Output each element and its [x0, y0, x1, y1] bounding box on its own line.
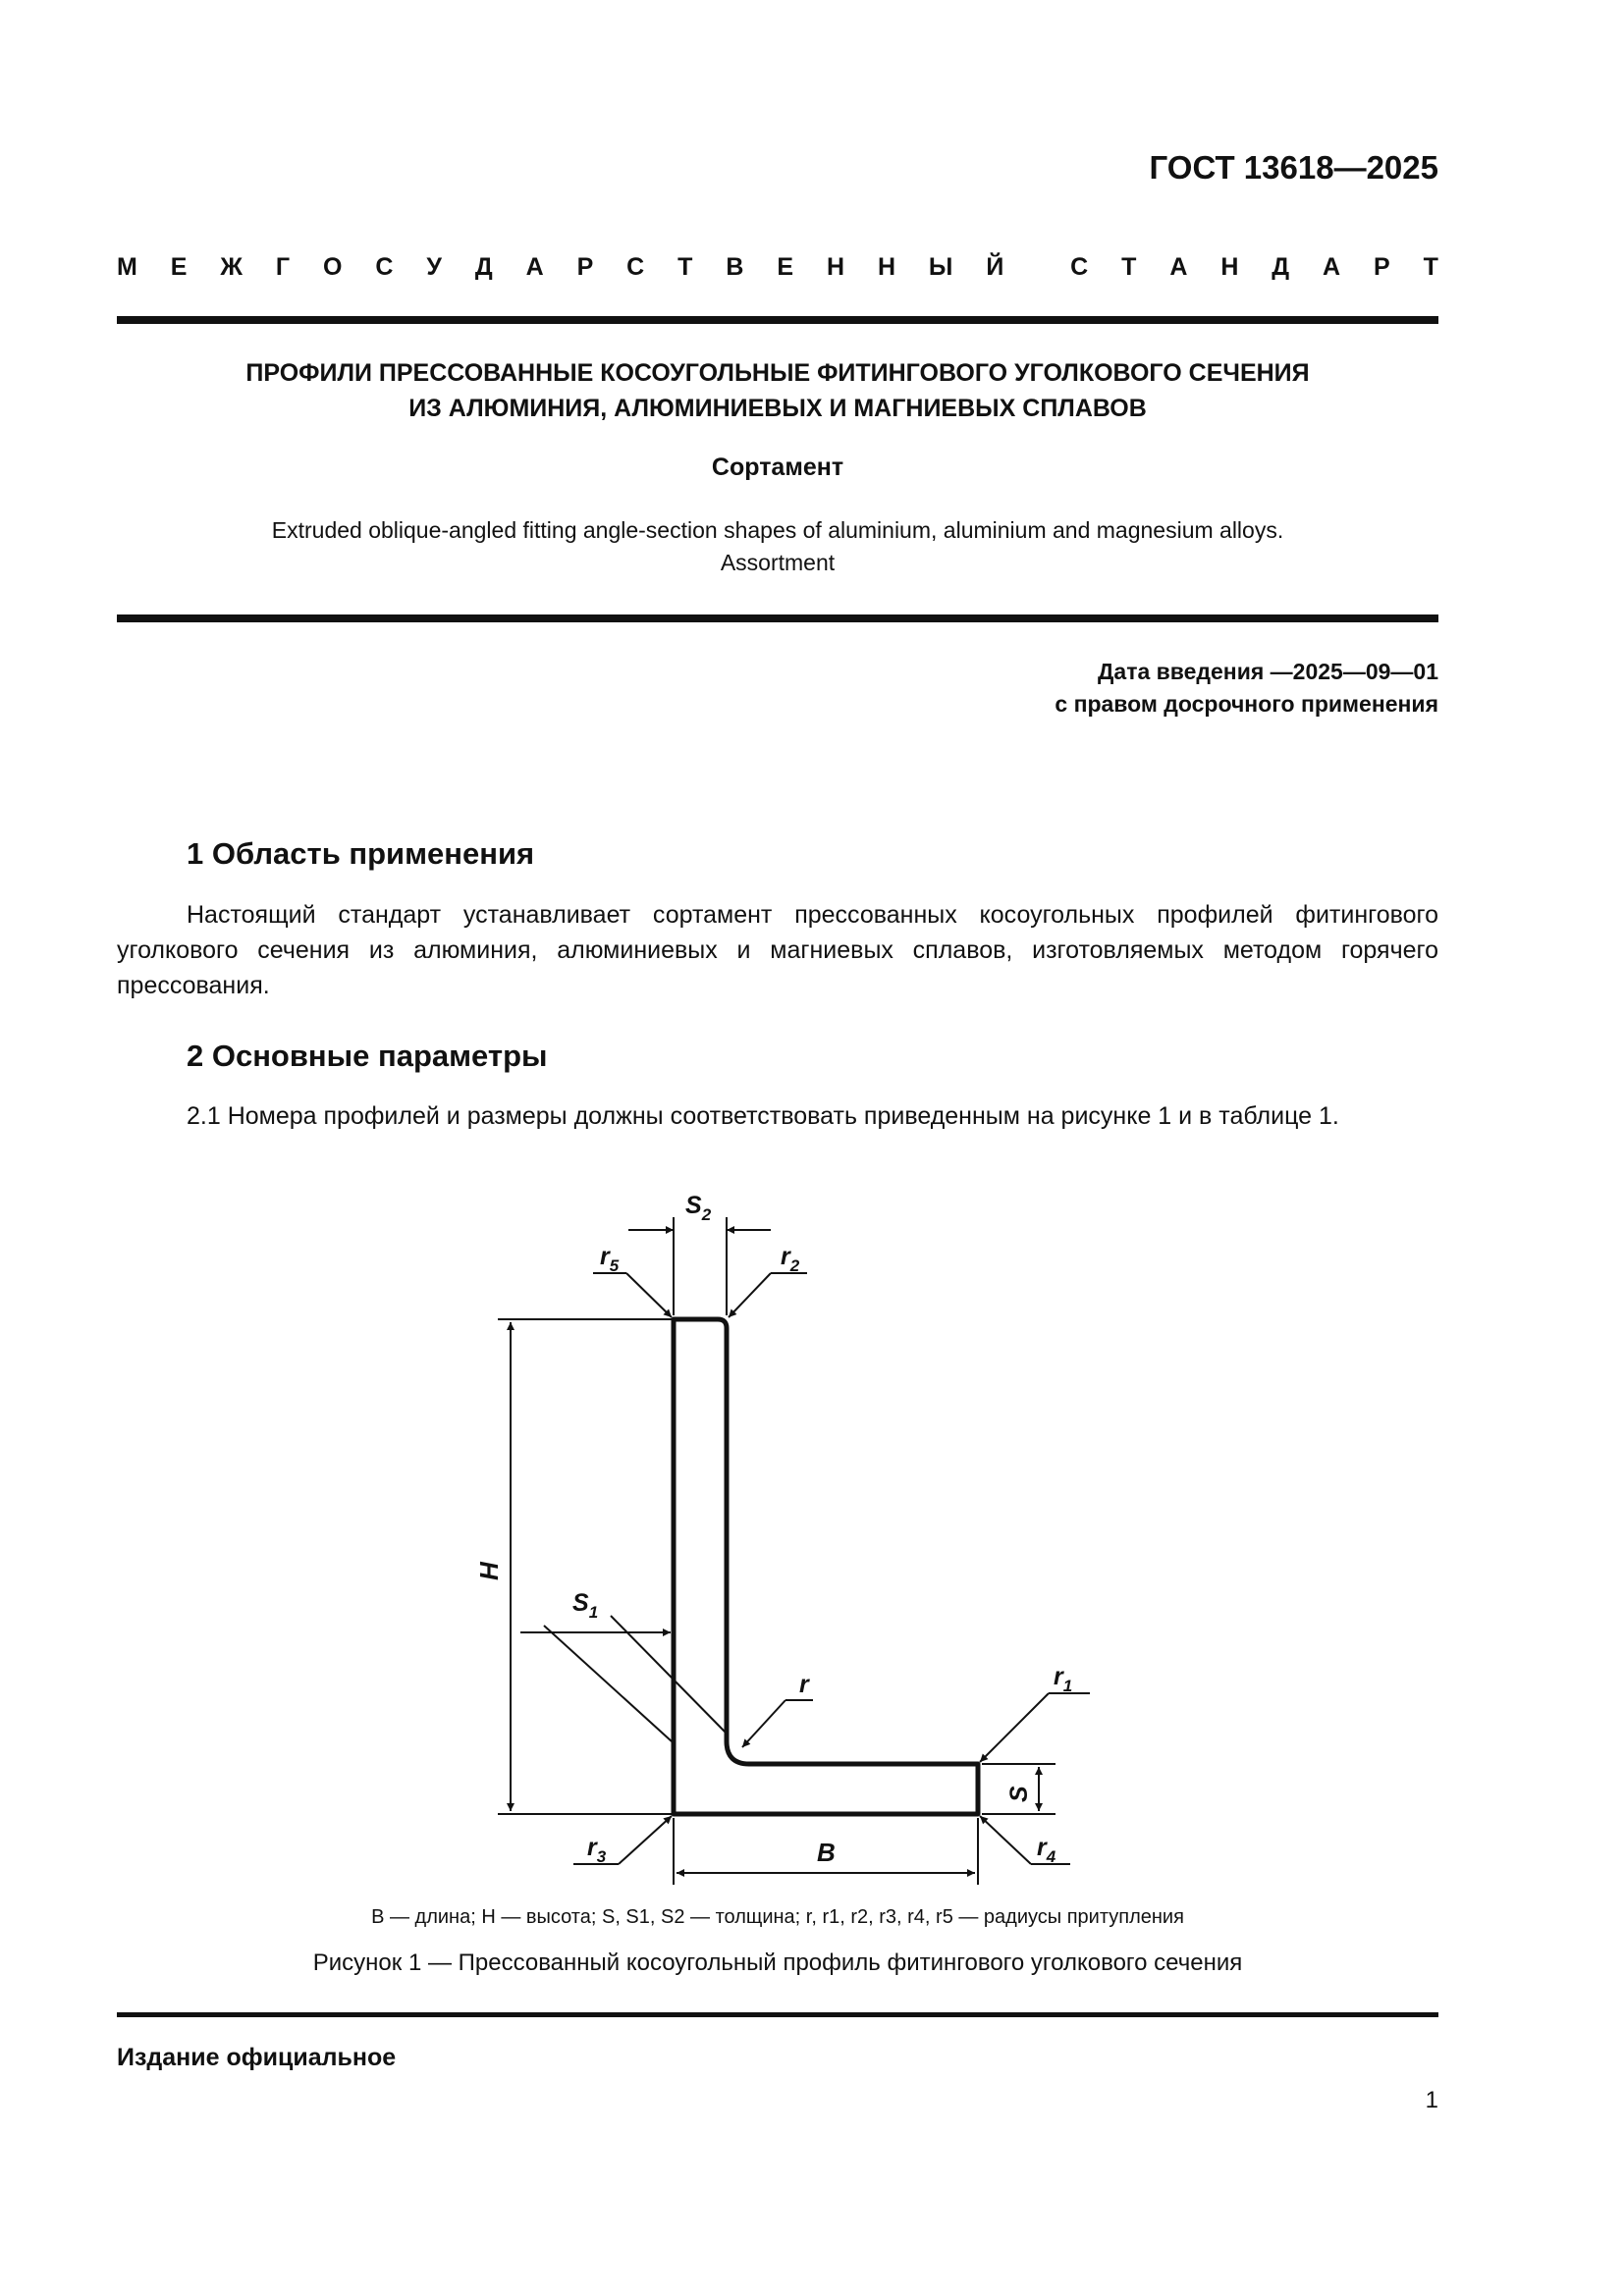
gost-number: ГОСТ 13618—2025 [1149, 149, 1438, 186]
section-2-heading: 2 Основные параметры [187, 1039, 548, 1073]
heading-letter: А [1323, 253, 1341, 281]
heading-letter: С [1070, 253, 1089, 281]
heading-letter: Т [1423, 253, 1438, 281]
extension-lines [498, 1217, 1056, 1885]
heading-letter: Т [677, 253, 693, 281]
heading-letter: Р [1374, 253, 1390, 281]
heading-letter: Г [275, 253, 291, 281]
label-r2: $r_2$ [781, 1243, 800, 1275]
label-r: r [799, 1671, 809, 1698]
heading-letter: А [525, 253, 544, 281]
label-s2: $S_2$ [685, 1192, 712, 1224]
dimension-lines [511, 1230, 1039, 1873]
label-r4: $r_4$ [1037, 1834, 1056, 1866]
heading-letter: Ж [220, 253, 243, 281]
figure-legend: B — длина; H — высота; S, S1, S2 — толщина; r, r1, r2, r3, r4, r5 — радиусы притупления [371, 1906, 1184, 1928]
heading-letter: О [323, 253, 343, 281]
heading-letter: Д [1272, 253, 1290, 281]
heading-letter: Д [474, 253, 493, 281]
official-edition-label: Издание официальное [117, 2044, 397, 2071]
heading-letter: Й [986, 253, 1004, 281]
section-1-heading: 1 Область применения [187, 836, 535, 871]
label-r5: $r_5$ [600, 1243, 620, 1275]
label-s: S [1005, 1786, 1033, 1802]
leader-lines [573, 1273, 1090, 1864]
label-s1: $S_1$ [572, 1589, 599, 1622]
heading-letter: Н [877, 253, 895, 281]
title-line-2: ИЗ АЛЮМИНИЯ, АЛЮМИНИЕВЫХ И МАГНИЕВЫХ СПЛАВОВ [408, 395, 1147, 422]
page-number: 1 [1425, 2087, 1438, 2113]
title-line-1: ПРОФИЛИ ПРЕССОВАННЫЕ КОСОУГОЛЬНЫЕ ФИТИНГОВОГО УГОЛКОВОГО СЕЧЕНИЯ [245, 359, 1310, 387]
heading-letter: Ы [928, 253, 953, 281]
section-1-text: Настоящий стандарт устанавливает сортамент прессованных косоугольных профилей фитингового уголкового сечения из алюминия, алюминиевых и магниевых сплавов, изготовляемых методом горячего прессования. [117, 901, 1438, 999]
heading-letter: Т [1121, 253, 1137, 281]
heading-letter: У [426, 253, 442, 281]
label-h: H [474, 1562, 504, 1580]
intro-date-line-1: Дата введения —2025—09—01 [1098, 659, 1438, 684]
intro-date-line-2: с правом досрочного применения [1055, 691, 1438, 717]
heading-letter: С [375, 253, 394, 281]
label-r3: $r_3$ [587, 1834, 607, 1866]
heading-letter: М [117, 253, 137, 281]
section-2-text: 2.1 Номера профилей и размеры должны соответствовать приведенным на рисунке 1 и в таблице 1. [187, 1102, 1339, 1130]
heading-letter: Н [826, 253, 845, 281]
heading-letter: А [1169, 253, 1188, 281]
profile-outline [674, 1319, 978, 1814]
english-title-line-1: Extruded oblique-angled fitting angle-section shapes of aluminium, aluminium and magnesium alloys. [271, 517, 1284, 543]
footer-rule [117, 2012, 1438, 2017]
heading-letter: В [726, 253, 744, 281]
label-r1: $r_1$ [1054, 1663, 1073, 1695]
heading-letter: Р [576, 253, 594, 281]
document-subtitle: Сортамент [711, 454, 844, 481]
heading-letter: С [626, 253, 645, 281]
heading-letter: Е [170, 253, 188, 281]
figure-caption: Рисунок 1 — Прессованный косоугольный профиль фитингового уголкового сечения [312, 1949, 1243, 1976]
english-title-line-2: Assortment [720, 550, 836, 575]
heading-letter: Е [777, 253, 794, 281]
label-b: B [817, 1838, 836, 1867]
heading-letter: Н [1220, 253, 1239, 281]
